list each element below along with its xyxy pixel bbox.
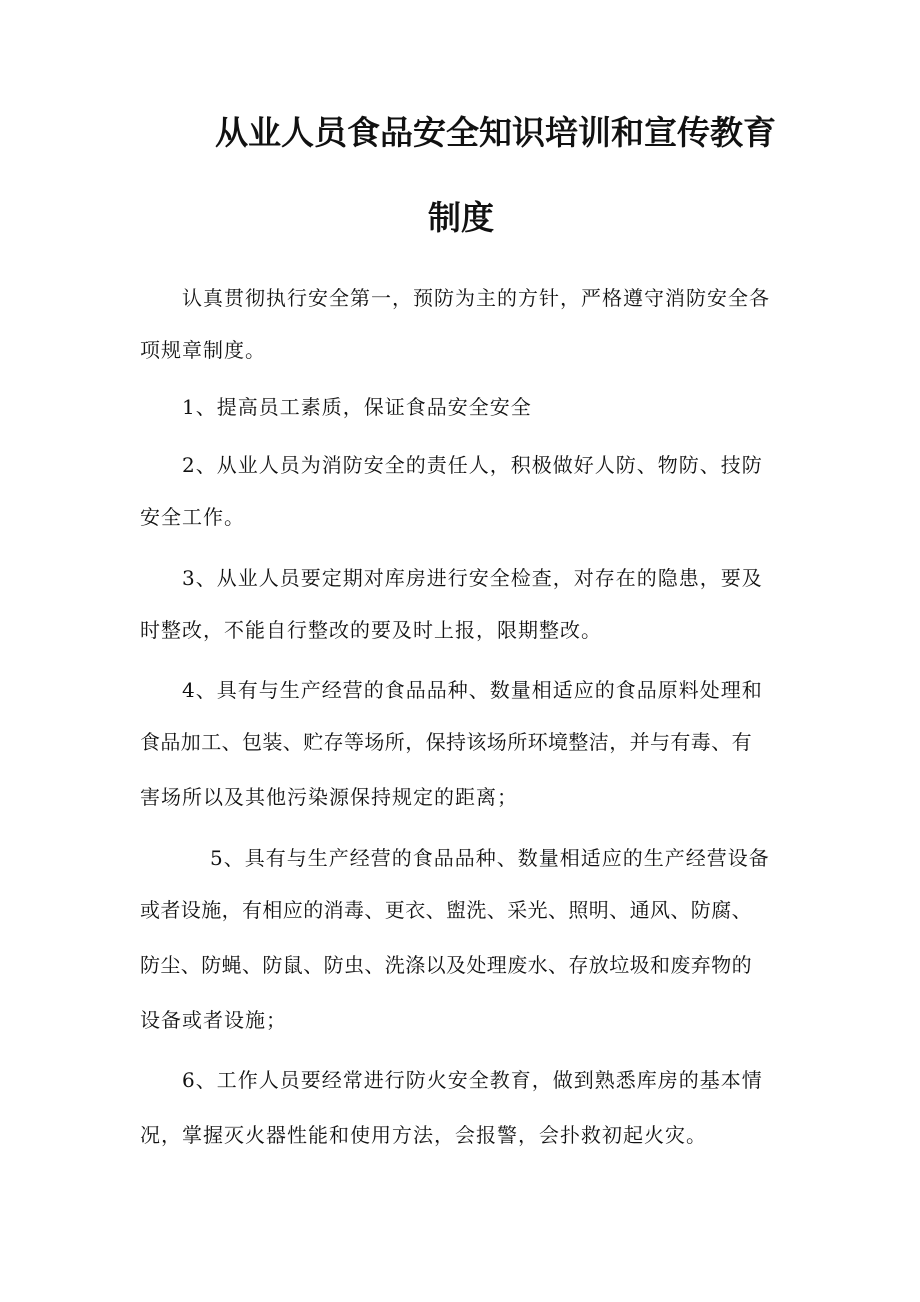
para-6-line-1: 况，掌握灭火器性能和使用方法，会报警，会扑救初起火灾。	[140, 1123, 707, 1147]
para-5-line-3: 设备或者设施；	[140, 1008, 287, 1032]
title-line-1: 从业人员食品安全知识培训和宣传教育	[215, 113, 776, 152]
para-5-line-0: 5、具有与生产经营的食品品种、数量相适应的生产经营设备	[210, 846, 770, 870]
para-1-line-0: 1、提高员工素质，保证食品安全安全	[182, 395, 532, 419]
para-4-line-2: 害场所以及其他污染源保持规定的距离；	[140, 785, 518, 809]
para-2-line-0: 2、从业人员为消防安全的责任人，积极做好人防、物防、技防	[182, 453, 763, 477]
para-0-line-1: 项规章制度。	[140, 338, 266, 362]
para-2-line-1: 安全工作。	[140, 505, 245, 529]
para-5-line-1: 或者设施，有相应的消毒、更衣、盥洗、采光、照明、通风、防腐、	[140, 898, 752, 922]
para-4-line-1: 食品加工、包装、贮存等场所，保持该场所环境整洁，并与有毒、有	[140, 730, 752, 754]
para-0-line-0: 认真贯彻执行安全第一，预防为主的方针，严格遵守消防安全各	[182, 286, 770, 310]
para-3-line-0: 3、从业人员要定期对库房进行安全检查，对存在的隐患，要及	[182, 566, 763, 590]
para-6-line-0: 6、工作人员要经常进行防火安全教育，做到熟悉库房的基本情	[182, 1068, 763, 1092]
title-line-2: 制度	[428, 198, 494, 237]
para-4-line-0: 4、具有与生产经营的食品品种、数量相适应的食品原料处理和	[182, 678, 763, 702]
para-5-line-2: 防尘、防蝇、防鼠、防虫、洗涤以及处理废水、存放垃圾和废弃物的	[140, 953, 752, 977]
para-3-line-1: 时整改，不能自行整改的要及时上报，限期整改。	[140, 618, 602, 642]
